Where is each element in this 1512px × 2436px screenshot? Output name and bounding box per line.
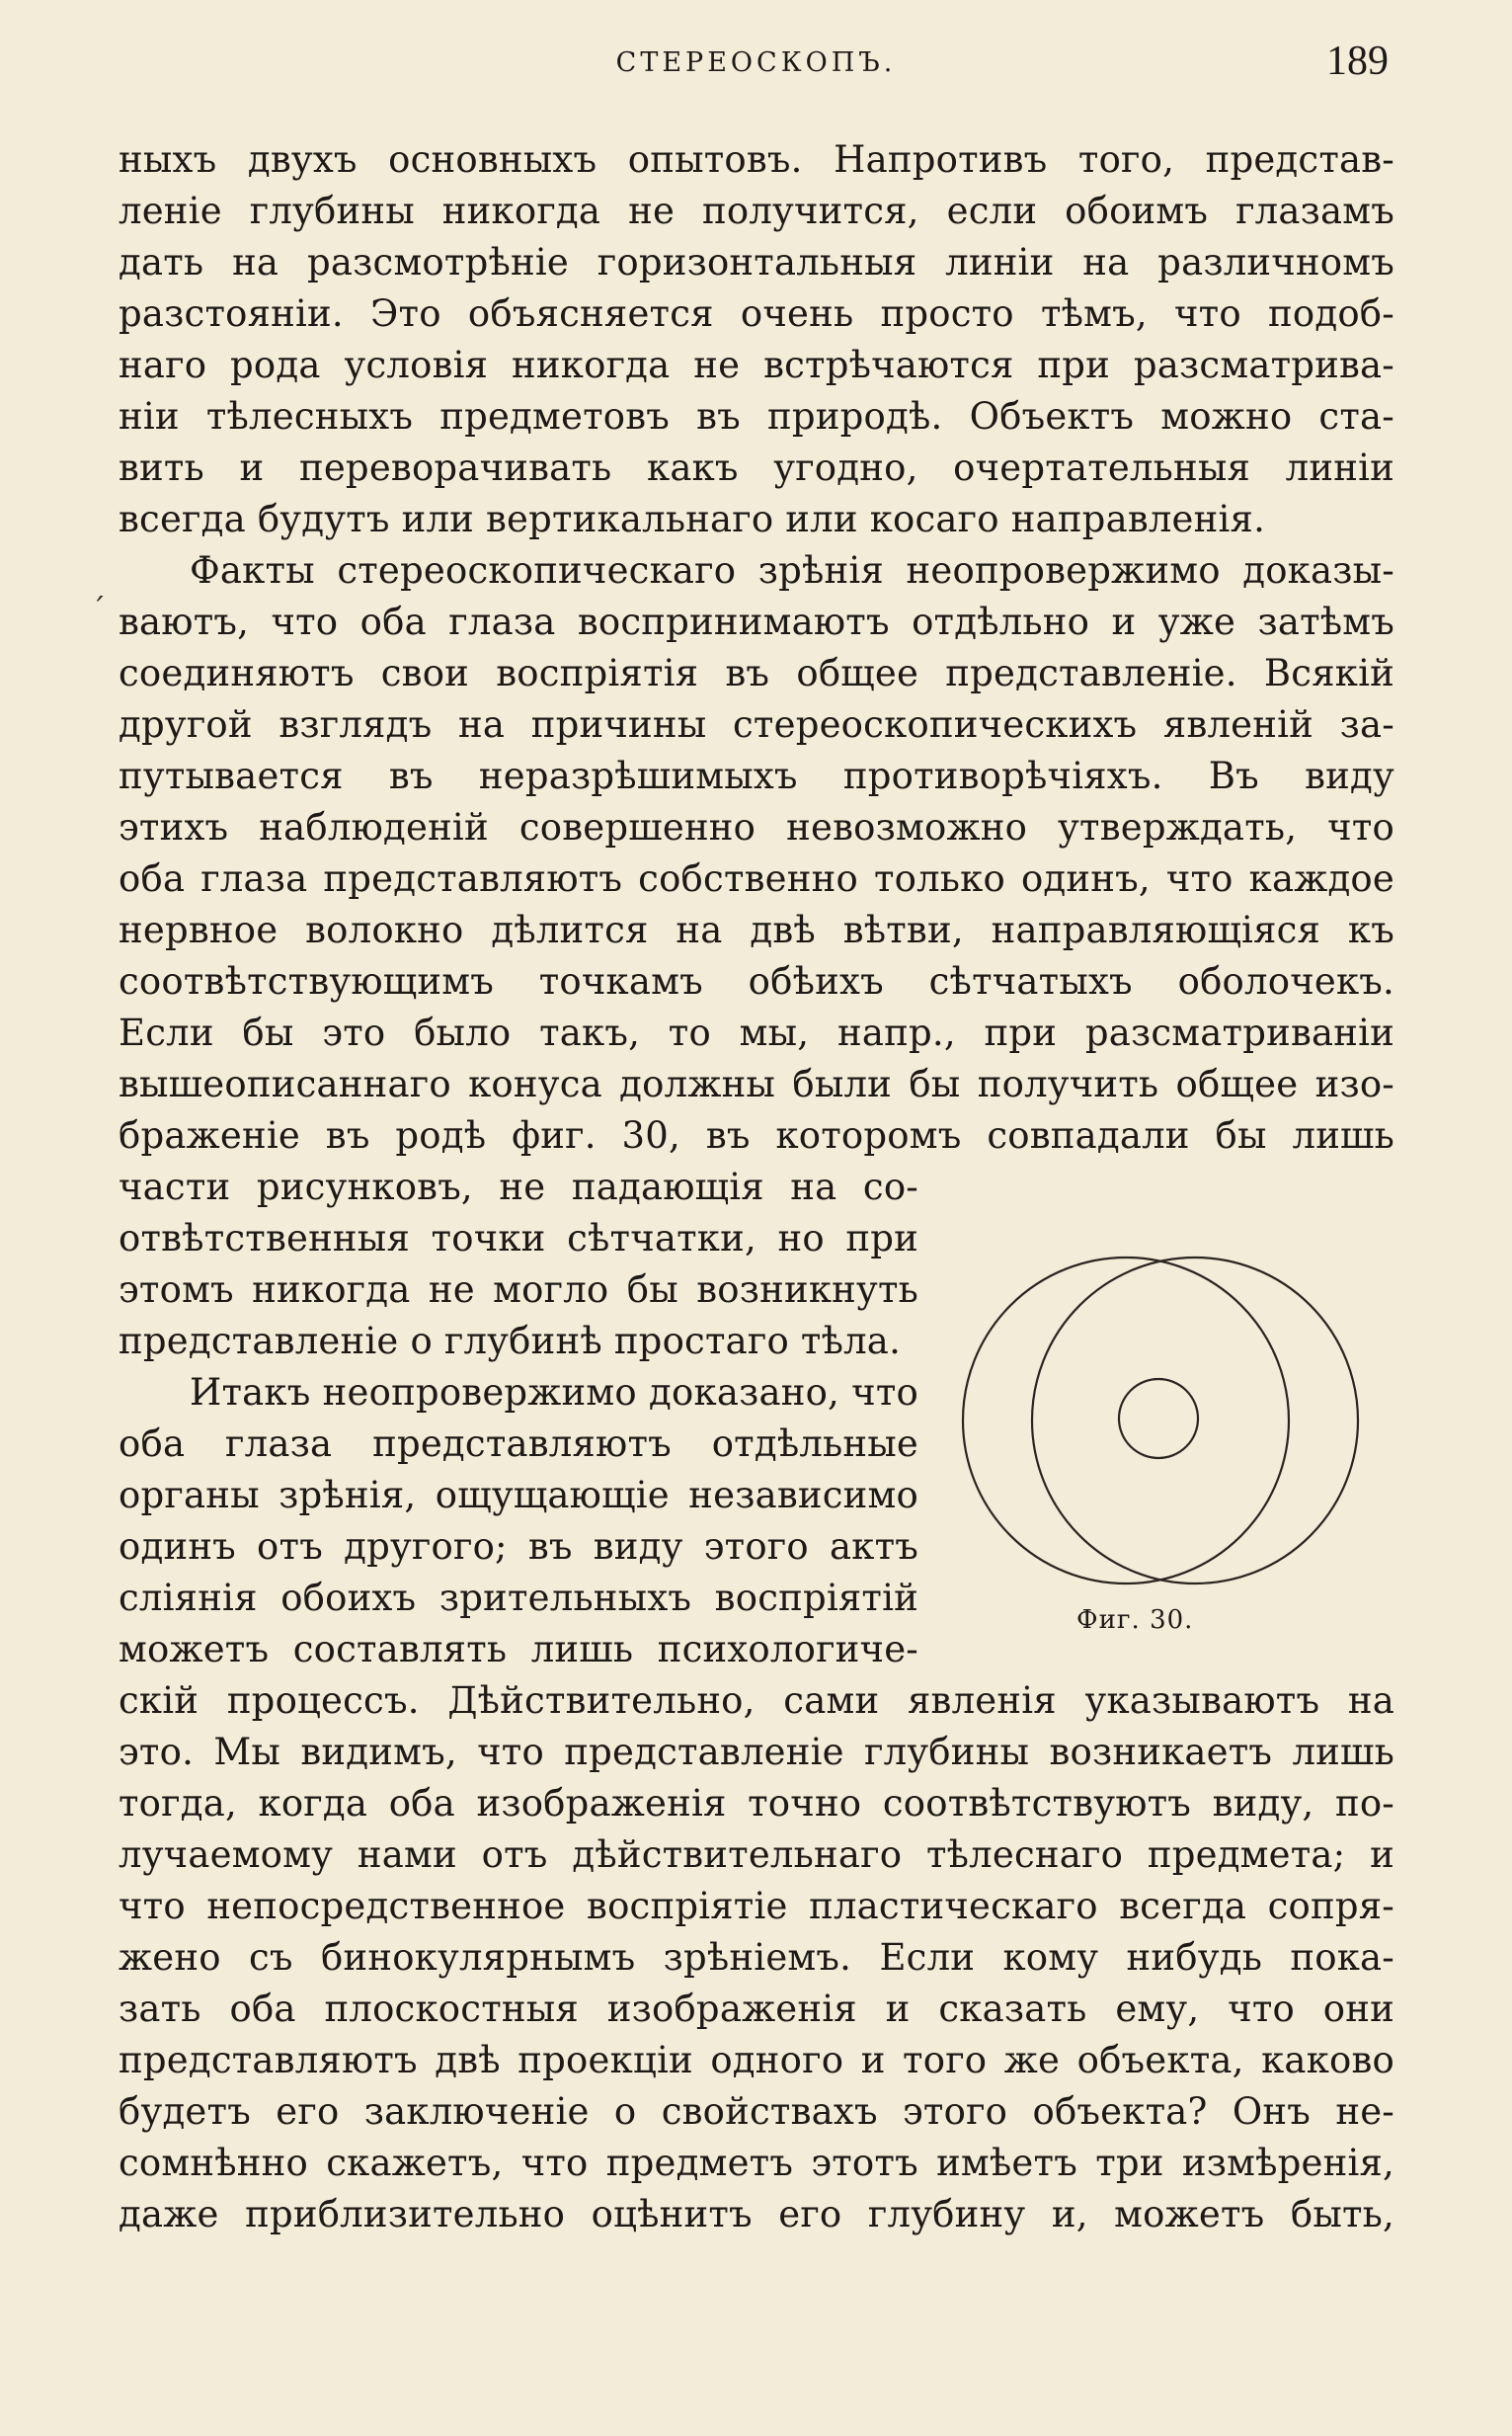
text-line: можетъ составлять лишь психологиче- xyxy=(119,1628,918,1670)
text-line: одинъ отъ другого; въ виду этого актъ xyxy=(119,1525,918,1568)
text-line: даже приблизительно оцѣнитъ его глубину и, можетъ быть, xyxy=(119,2193,1394,2235)
text-line: оба глаза представляютъ отдѣльные xyxy=(119,1422,918,1465)
text-line: сомнѣнно скажетъ, что предметъ этотъ имѣетъ три измѣренiя, xyxy=(119,2142,1394,2184)
text-line: этихъ наблюденiй совершенно невозможно утверждать, что xyxy=(119,806,1394,849)
running-head: СТЕРЕОСКОПЪ. xyxy=(615,47,897,78)
text-line: ленiе глубины никогда не получится, если обоимъ глазамъ xyxy=(119,190,1394,232)
text-line: жено съ бинокулярнымъ зрѣнiемъ. Если кому нибудь пока- xyxy=(119,1936,1394,1979)
inner-circle xyxy=(1119,1379,1198,1458)
text-line: части рисунковъ, не падающiя на со- xyxy=(119,1166,918,1208)
left-outer-circle xyxy=(963,1258,1289,1583)
text-line: дать на разсмотрѣнiе горизонтальныя линiи на различномъ xyxy=(119,241,1394,284)
text-line: слiянiя обоихъ зрительныхъ воспрiятiй xyxy=(119,1577,918,1619)
text-line: ныхъ двухъ основныхъ опытовъ. Напротивъ того, представ- xyxy=(119,138,1394,181)
figure-30-overlapping-circles xyxy=(943,1233,1378,1588)
text-line: скiй процессъ. Дѣйствительно, сами явленiя указываютъ на xyxy=(119,1679,1394,1722)
text-line: этомъ никогда не могло бы возникнуть xyxy=(119,1268,918,1311)
text-line: ваютъ, что оба глаза воспринимаютъ отдѣльно и уже затѣмъ xyxy=(119,601,1394,643)
text-line: другой взглядъ на причины стереоскопическихъ явленiй за- xyxy=(119,703,1394,746)
text-line: зать оба плоскостныя изображенiя и сказать ему, что они xyxy=(119,1988,1394,2030)
text-line: отвѣтственныя точки сѣтчатки, но при xyxy=(119,1217,918,1259)
text-line: оба глаза представляютъ собственно только одинъ, что каждое xyxy=(119,857,1394,900)
text-line: соединяютъ свои воспрiятiя въ общее представленiе. Всякiй xyxy=(119,652,1394,694)
text-line: нервное волокно дѣлится на двѣ вѣтви, направляющiяся къ xyxy=(119,909,1394,951)
text-line: Факты стереоскопическаго зрѣнiя неопровержимо доказы- xyxy=(190,549,1394,592)
text-line: наго рода условiя никогда не встрѣчаются при разсматрива- xyxy=(119,344,1394,386)
text-line: органы зрѣнiя, ощущающiе независимо xyxy=(119,1474,918,1516)
right-outer-circle xyxy=(1032,1258,1358,1583)
text-line: Итакъ неопровержимо доказано, что xyxy=(190,1371,918,1414)
text-line: представляютъ двѣ проекцiи одного и того же объекта, каково xyxy=(119,2039,1394,2081)
text-line: тогда, когда оба изображенiя точно соотвѣтствуютъ виду, по- xyxy=(119,1782,1394,1825)
text-line: будетъ его заключенiе о свойствахъ этого объекта? Онъ не- xyxy=(119,2090,1394,2133)
page-number: 189 xyxy=(1326,39,1389,84)
text-line: браженiе въ родѣ фиг. 30, въ которомъ совпадали бы лишь xyxy=(119,1114,1394,1157)
text-line: всегда будутъ или вертикальнаго или косаго направленiя. xyxy=(119,498,1266,540)
text-line: лучаемому нами отъ дѣйствительнаго тѣлеснаго предмета; и xyxy=(119,1833,1394,1876)
text-line: соотвѣтствующимъ точкамъ обѣихъ сѣтчатыхъ оболочекъ. xyxy=(119,960,1394,1003)
figure-caption: Фиг. 30. xyxy=(1076,1605,1194,1635)
text-line: нiи тѣлесныхъ предметовъ въ природѣ. Объектъ можно ста- xyxy=(119,395,1394,438)
text-line: путывается въ неразрѣшимыхъ противорѣчiяхъ. Въ виду xyxy=(119,755,1394,797)
text-line: это. Мы видимъ, что представленiе глубины возникаетъ лишь xyxy=(119,1731,1394,1773)
text-line: вышеописаннаго конуса должны были бы получить общее изо- xyxy=(119,1063,1394,1105)
text-line: Если бы это было такъ, то мы, напр., при разсматриванiи xyxy=(119,1012,1394,1054)
text-line: представленiе о глубинѣ простаго тѣла. xyxy=(119,1320,902,1362)
text-line: разстоянiи. Это объясняется очень просто тѣмъ, что подоб- xyxy=(119,292,1394,335)
margin-pencil-mark: ˊ xyxy=(91,593,106,627)
text-line: что непосредственное воспрiятiе пластическаго всегда сопря- xyxy=(119,1885,1394,1927)
text-line: вить и переворачивать какъ угодно, очертательныя линiи xyxy=(119,447,1394,489)
